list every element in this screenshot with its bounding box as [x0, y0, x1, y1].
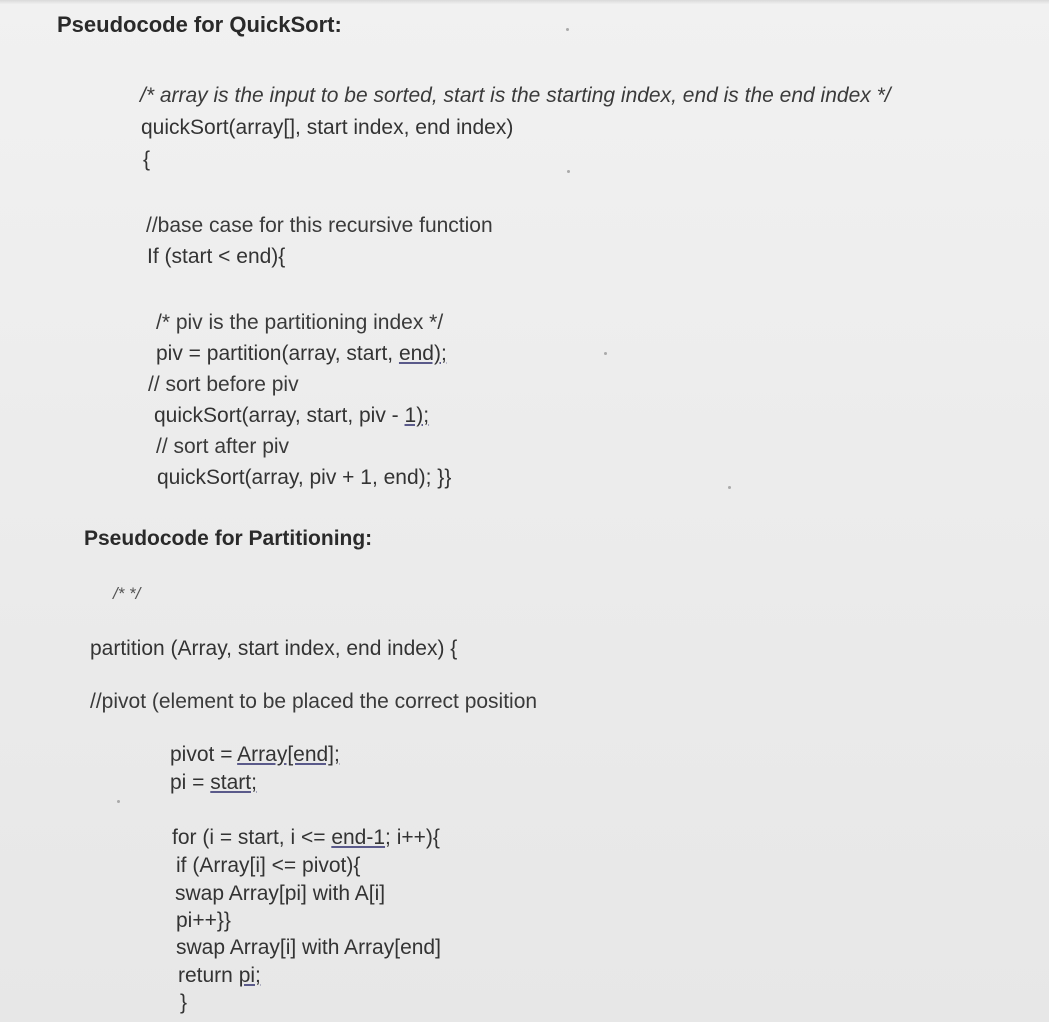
- quicksort-heading: Pseudocode for QuickSort:: [57, 12, 342, 37]
- piv-assignment: [156, 342, 447, 366]
- base-case-comment: //base case for this recursive function: [146, 214, 493, 237]
- piv-assignment-underlined: end);: [398, 342, 447, 365]
- quicksort-open-brace: {: [143, 148, 151, 171]
- return-line: [178, 964, 261, 988]
- pivot-assignment-underlined: Array[end];: [237, 743, 340, 766]
- if-start-less-end: If (start < end){: [147, 245, 286, 268]
- quicksort-params-comment: /* array is the input to be sorted, start is the starting index, end is the end index */: [140, 84, 891, 107]
- pivot-comment: //pivot (element to be placed the correct position: [90, 690, 538, 713]
- pi-assignment: [170, 771, 257, 795]
- partition-signature: partition (Array, start index, end index) {: [90, 637, 458, 660]
- page-top-edge: [0, 0, 1049, 4]
- increment-line: pi++}}: [176, 909, 231, 932]
- final-swap-line: swap Array[i] with Array[end]: [176, 936, 441, 959]
- if-array-line: if (Array[i] <= pivot){: [176, 854, 361, 877]
- speck: [728, 486, 731, 489]
- pi-assignment-underlined: start;: [210, 771, 257, 794]
- pivot-assignment: [170, 743, 340, 767]
- quicksort-signature: quickSort(array[], start index, end index): [141, 116, 514, 139]
- piv-assignment-text: piv = partition(array, start,: [156, 342, 399, 365]
- speck: [604, 352, 607, 355]
- pi-assignment-text: pi =: [170, 771, 211, 794]
- for-loop-text: for (i = start, i <=: [172, 826, 332, 849]
- piv-comment: /* piv is the partitioning index */: [156, 311, 444, 334]
- speck: [117, 800, 120, 803]
- partition-empty-comment: /* */: [113, 584, 141, 603]
- for-loop-underlined: end-1: [331, 826, 386, 849]
- recurse-right-call: quickSort(array, piv + 1, end); }}: [157, 466, 452, 489]
- swap-line: swap Array[pi] with A[i]: [175, 882, 386, 905]
- for-loop-line: [172, 826, 440, 850]
- recurse-left-text: quickSort(array, start, piv -: [154, 404, 405, 427]
- recurse-left-call: [154, 404, 429, 428]
- return-underlined: pi;: [238, 964, 261, 987]
- closing-brace: }: [180, 991, 188, 1014]
- pivot-assignment-text: pivot =: [170, 743, 238, 766]
- sort-before-comment: // sort before piv: [148, 373, 299, 396]
- speck: [567, 170, 570, 173]
- recurse-left-underlined: 1);: [404, 404, 430, 427]
- sort-after-comment: // sort after piv: [156, 435, 290, 458]
- for-loop-suffix: ; i++){: [385, 826, 440, 849]
- partition-heading: Pseudocode for Partitioning:: [84, 527, 373, 550]
- return-text: return: [178, 964, 239, 987]
- speck: [566, 28, 569, 31]
